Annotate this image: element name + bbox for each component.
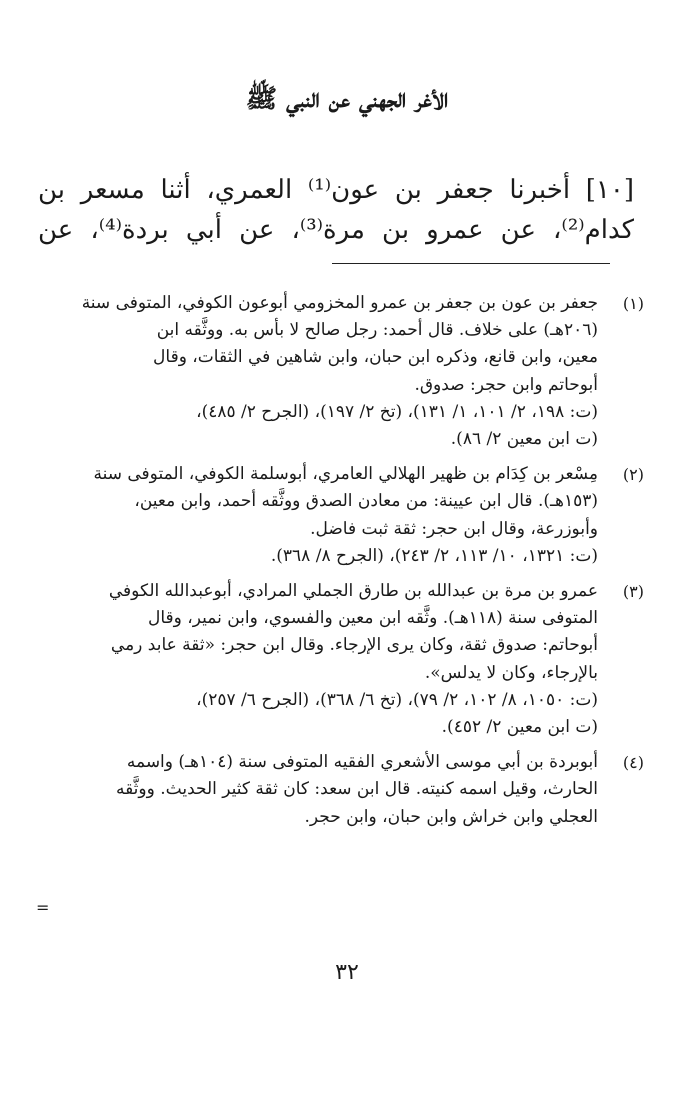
footnote-line: (١٥٣هـ). قال ابن عيينة: من معادن الصدق ووثَّقه أحمد، وابن معين، [134,491,598,512]
footnote-line: (٢٠٦هـ) على خلاف. قال أحمد: رجل صالح لا بأس به. ووثَّقه ابن [156,320,598,341]
footnote-line: العجلي وابن خراش وابن حبان، وابن حجر. [304,806,598,827]
footnote-line: عمرو بن مرة بن عبدالله بن طارق الجملي المرادي، أبوعبدالله الكوفي [108,581,598,602]
footnote-divider [332,263,610,264]
footnote-body [38,461,598,570]
footnote-line: (ت: ١٩٨، ٢/ ١٠١، ١/ ١٣١)، (تخ ٢/ ١٩٧)، (الجرح ٢/ ٤٨٥)، [196,401,598,422]
main-text-line: [١٠] أخبرنا جعفر بن عون⁽¹⁾ العمري، أثنا مسعر بن [38,175,634,205]
footnote [38,461,644,570]
footnote-line: أبوحاتم: صدوق ثقة، وكان يرى الإرجاء. وقال ابن حجر: «ثقة عابد رمي [110,635,598,656]
footnote-line: (ت ابن معين ٢/ ٤٥٢). [441,717,598,738]
footnote-body [38,749,598,831]
footnote-line: جعفر بن عون بن جعفر بن عمرو المخزومي أبوعون الكوفي، المتوفى سنة [81,293,598,313]
footnote-line: مِسْعر بن كِدَام بن ظهير الهلالي العامري، أبوسلمة الكوفي، المتوفى سنة [93,464,598,485]
footnote-body [38,290,598,453]
footnote [38,749,644,831]
footnote [38,290,644,453]
footnote-line: وأبوزرعة، وقال ابن حجر: ثقة ثبت فاضل. [310,518,598,539]
main-text [38,170,634,250]
footnote-line: (ت: ١٠٥٠، ٨/ ١٠٢، ٢/ ٧٩)، (تخ ٦/ ٣٦٨)، (الجرح ٦/ ٢٥٧)، [196,689,598,710]
footnote-number: (١) [622,294,644,313]
footnotes [38,290,644,841]
page-number: ٣٢ [335,960,359,985]
footnote-line: أبوبردة بن أبي موسى الأشعري الفقيه المتوفى سنة (١٠٤هـ) واسمه [126,752,598,773]
footnote [38,578,644,741]
footnote-body [38,578,598,741]
page-title: الأغر الجهني عن النبي ﷺ [245,84,449,114]
footnote-number: (٢) [622,465,644,485]
footnote-line: المتوفى سنة (١١٨هـ). وثَّقه ابن معين والفسوي، وابن نمير، وقال [148,608,598,629]
footnote-line: أبوحاتم وابن حجر: صدوق. [414,374,598,395]
main-text-line: كدام⁽²⁾، عن عمرو بن مرة⁽³⁾، عن أبي بردة⁽⁴⁾، عن [38,215,634,245]
footnote-line: الحارث، وقيل اسمه كنيته. قال ابن سعد: كان ثقة كثير الحديث. ووثَّقه [115,779,598,800]
footnote-line: (ت ابن معين ٢/ ٨٦). [450,429,598,450]
continuation-mark: = [36,898,50,917]
footnote-line: معين، وابن قانع، وذكره ابن حبان، وابن شاهين في الثقات، وقال [153,347,598,368]
footnote-line: (ت: ١٣٢١، ١٠/ ١١٣، ٢/ ٢٤٣)، (الجرح ٨/ ٣٦٨). [270,545,598,566]
footnote-number: (٤) [622,753,644,773]
footnote-line: بالإرجاء، وكان لا يدلس». [424,662,598,683]
footnote-number: (٣) [622,582,644,602]
